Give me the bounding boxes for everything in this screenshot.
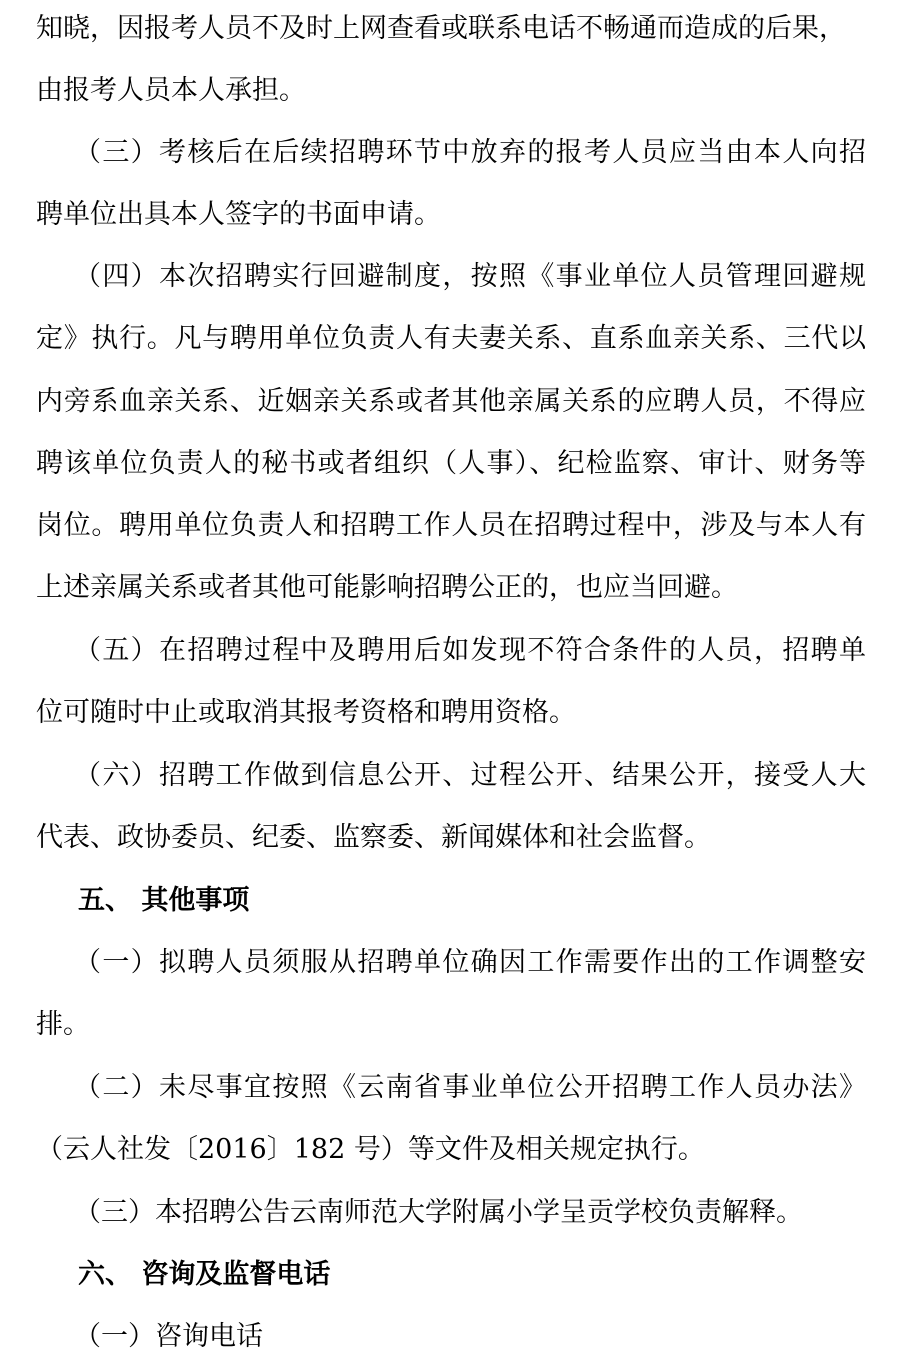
- paragraph-line: 排。: [36, 1009, 90, 1040]
- paragraph-line: 代表、政协委员、纪委、监察委、新闻媒体和社会监督。: [36, 822, 711, 853]
- paragraph-line: （三）考核后在后续招聘环节中放弃的报考人员应当由本人向招: [74, 137, 866, 168]
- paragraph-line: 位可随时中止或取消其报考资格和聘用资格。: [36, 697, 576, 728]
- paragraph-line: （一）咨询电话: [74, 1321, 263, 1352]
- paragraph-line: （二）未尽事宜按照《云南省事业单位公开招聘工作人员办法》: [74, 1072, 866, 1103]
- paragraph-line: 内旁系血亲关系、近姻亲关系或者其他亲属关系的应聘人员，不得应: [36, 386, 866, 417]
- paragraph-line: 上述亲属关系或者其他可能影响招聘公正的，也应当回避。: [36, 572, 738, 603]
- paragraph-line: （云人社发〔2016〕182 号）等文件及相关规定执行。: [36, 1134, 705, 1165]
- paragraph-line: （六）招聘工作做到信息公开、过程公开、结果公开，接受人大: [74, 760, 866, 791]
- paragraph-line: （三）本招聘公告云南师范大学附属小学呈贡学校负责解释。: [74, 1197, 803, 1228]
- paragraph-line: 由报考人员本人承担。: [36, 75, 306, 106]
- paragraph-line: 聘单位出具本人签字的书面申请。: [36, 199, 441, 230]
- paragraph-line: 定》执行。凡与聘用单位负责人有夫妻关系、直系血亲关系、三代以: [36, 323, 866, 354]
- paragraph-line: （四）本次招聘实行回避制度，按照《事业单位人员管理回避规: [74, 261, 866, 292]
- paragraph-line: （一）拟聘人员须服从招聘单位确因工作需要作出的工作调整安: [74, 947, 866, 978]
- paragraph-line: 聘该单位负责人的秘书或者组织（人事）、纪检监察、审计、财务等: [36, 448, 866, 479]
- section-heading: 六、 咨询及监督电话: [78, 1259, 331, 1290]
- paragraph-line: 岗位。聘用单位负责人和招聘工作人员在招聘过程中，涉及与本人有: [36, 510, 866, 541]
- paragraph-line: 知晓，因报考人员不及时上网查看或联系电话不畅通而造成的后果，: [36, 13, 846, 44]
- paragraph-line: （五）在招聘过程中及聘用后如发现不符合条件的人员，招聘单: [74, 635, 866, 666]
- section-heading: 五、 其他事项: [78, 885, 250, 916]
